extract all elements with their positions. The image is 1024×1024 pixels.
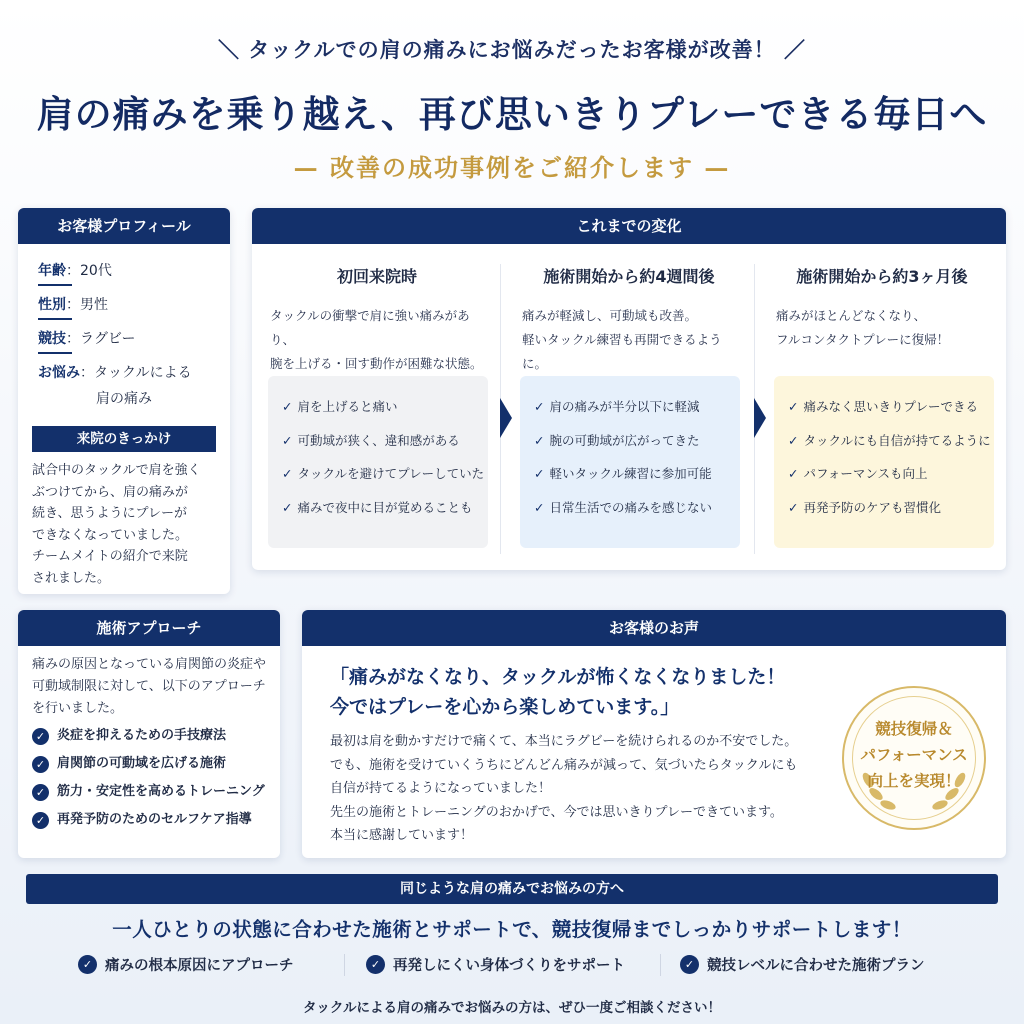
profile-sport-key: 競技 bbox=[38, 331, 66, 347]
profile-panel bbox=[18, 208, 230, 594]
profile-worry-row: お悩み：タックルによる bbox=[38, 365, 192, 381]
list-item: ✓ タックルにも自信が持てるように bbox=[788, 432, 991, 448]
profile-gender-value: 男性 bbox=[80, 297, 108, 313]
list-item: ✓ 炎症を抑えるための手技療法 bbox=[32, 722, 265, 750]
reason-heading: 来院のきっかけ bbox=[32, 426, 216, 452]
changes-heading: これまでの変化 bbox=[252, 208, 1006, 244]
approach-panel bbox=[18, 610, 280, 858]
list-item: ✓ 可動域が狭く、違和感がある bbox=[282, 432, 460, 448]
check-icon: ✓ bbox=[788, 466, 799, 481]
divider bbox=[660, 954, 661, 976]
list-item: ✓ 肩の痛みが半分以下に軽減 bbox=[534, 399, 700, 414]
header-kicker: ＼ タックルでの肩の痛みにお悩みだったお客様が改善！ ／ bbox=[218, 38, 806, 62]
list-item: ✓ 腕の可動域が広がってきた bbox=[534, 432, 700, 448]
cta-feature: ✓ 再発しにくい身体づくりをサポート bbox=[366, 954, 625, 975]
stage-checklist bbox=[774, 376, 994, 548]
list-item: ✓ 肩関節の可動域を広げる施術 bbox=[32, 750, 265, 778]
list-item: ✓ 再発予防のためのセルフケア指導 bbox=[32, 806, 265, 834]
profile-worry-value: タックルによる bbox=[94, 365, 192, 381]
stage-description: 痛みが軽減し、可動域も改善。 軽いタックル練習も再開できるように。 bbox=[522, 308, 722, 371]
stage-title: 施術開始から約3ヶ月後 bbox=[796, 267, 968, 286]
list-item: ✓ 再発予防のケアも習慣化 bbox=[788, 499, 941, 515]
achievement-badge bbox=[842, 686, 986, 830]
cta-bar: 同じような肩の痛みでお悩みの方へ bbox=[26, 874, 998, 904]
voice-heading: お客様のお声 bbox=[302, 610, 1006, 646]
check-icon: ✓ bbox=[282, 432, 293, 448]
profile-sport-row: 競技：ラグビー bbox=[38, 331, 136, 347]
stage-checklist bbox=[520, 376, 740, 548]
check-icon: ✓ bbox=[534, 432, 545, 448]
approach-list bbox=[32, 722, 265, 834]
badge-text: 競技復帰＆ パフォーマンス 向上を実現！ bbox=[860, 720, 968, 790]
list-item: ✓ 痛みなく思いきりプレーできる bbox=[788, 399, 978, 414]
check-circle-icon: ✓ bbox=[32, 784, 49, 801]
profile-age-value: 20代 bbox=[80, 263, 112, 279]
stage-4-weeks bbox=[504, 244, 754, 564]
profile-age-row: 年齢：20代 bbox=[38, 263, 112, 279]
voice-panel bbox=[302, 610, 1006, 858]
profile-age-key: 年齢 bbox=[38, 263, 66, 279]
divider bbox=[38, 284, 72, 286]
list-item: ✓ パフォーマンスも向上 bbox=[788, 466, 928, 481]
check-circle-icon: ✓ bbox=[680, 955, 699, 974]
check-icon: ✓ bbox=[534, 499, 545, 515]
list-item: ✓ 痛みで夜中に目が覚めることも bbox=[282, 499, 473, 515]
stage-title: 初回来院時 bbox=[336, 267, 417, 286]
cta-feature: ✓ 痛みの根本原因にアプローチ bbox=[78, 954, 294, 975]
approach-heading: 施術アプローチ bbox=[18, 610, 280, 646]
stage-checklist bbox=[268, 376, 488, 548]
approach-intro: 痛みの原因となっている肩関節の炎症や 可動域制限に対して、以下のアプローチ を行いました。 bbox=[32, 657, 267, 716]
divider bbox=[344, 954, 345, 976]
profile-gender-row: 性別：男性 bbox=[38, 297, 108, 313]
profile-gender-key: 性別 bbox=[38, 297, 66, 313]
stage-description: タックルの衝撃で肩に強い痛みがあり、 腕を上げる・回す動作が困難な状態。 bbox=[270, 308, 483, 371]
profile-worry-key: お悩み bbox=[38, 365, 80, 381]
check-icon: ✓ bbox=[282, 499, 293, 515]
list-item: ✓ 日常生活での痛みを感じない bbox=[534, 499, 712, 515]
check-circle-icon: ✓ bbox=[32, 728, 49, 745]
divider bbox=[38, 352, 72, 354]
list-item: ✓ 肩を上げると痛い bbox=[282, 399, 398, 414]
customer-quote: 「痛みがなくなり、タックルが怖くなくなりました！ 今ではプレーを心から楽しめています。」 bbox=[330, 666, 786, 718]
customer-testimonial: 最初は肩を動かすだけで痛くて、本当にラグビーを続けられるのか不安でした。 でも、施術を受けていくうちにどんどん痛みが減って、気づいたらタックルにも 自信が持てるようになっていました！ 先生の施術とトレーニングのおかげで、今では思いきりプレーできています。 本当に感謝しています！ bbox=[330, 734, 798, 843]
reason-body: 試合中のタックルで肩を強く ぶつけてから、肩の痛みが 続き、思うようにプレーが できなくなっていました。 チームメイトの紹介で来院 されました。 bbox=[32, 463, 201, 586]
check-circle-icon: ✓ bbox=[366, 955, 385, 974]
cta-headline: 一人ひとりの状態に合わせた施術とサポートで、競技復帰までしっかりサポートします！ bbox=[112, 918, 912, 941]
list-item: ✓ タックルを避けてプレーしていた bbox=[282, 466, 485, 481]
check-icon: ✓ bbox=[788, 399, 799, 414]
profile-heading: お客様プロフィール bbox=[18, 208, 230, 244]
check-circle-icon: ✓ bbox=[32, 756, 49, 773]
divider bbox=[38, 318, 72, 320]
check-icon: ✓ bbox=[534, 399, 545, 414]
changes-panel bbox=[252, 208, 1006, 570]
check-circle-icon: ✓ bbox=[78, 955, 97, 974]
cta-footer: タックルによる肩の痛みでお悩みの方は、ぜひ一度ご相談ください！ bbox=[302, 1000, 722, 1016]
check-icon: ✓ bbox=[788, 432, 799, 448]
page-title: 肩の痛みを乗り越え、再び思いきりプレーできる毎日へ bbox=[36, 92, 988, 136]
page-subtitle: — 改善の成功事例をご紹介します — bbox=[293, 153, 731, 182]
profile-worry-value-cont: 肩の痛み bbox=[96, 391, 152, 407]
check-icon: ✓ bbox=[534, 466, 545, 481]
check-icon: ✓ bbox=[282, 466, 293, 481]
list-item: ✓ 軽いタックル練習に参加可能 bbox=[534, 466, 712, 481]
profile-sport-value: ラグビー bbox=[80, 331, 136, 347]
list-item: ✓ 筋力・安定性を高めるトレーニング bbox=[32, 778, 265, 806]
check-icon: ✓ bbox=[788, 499, 799, 515]
stage-3-months bbox=[758, 244, 1006, 564]
check-icon: ✓ bbox=[282, 399, 293, 414]
stage-description: 痛みがほとんどなくなり、 フルコンタクトプレーに復帰！ bbox=[776, 308, 950, 347]
check-circle-icon: ✓ bbox=[32, 812, 49, 829]
stage-initial bbox=[252, 244, 502, 564]
cta-feature: ✓ 競技レベルに合わせた施術プラン bbox=[680, 954, 925, 975]
stage-title: 施術開始から約4週間後 bbox=[543, 267, 715, 286]
